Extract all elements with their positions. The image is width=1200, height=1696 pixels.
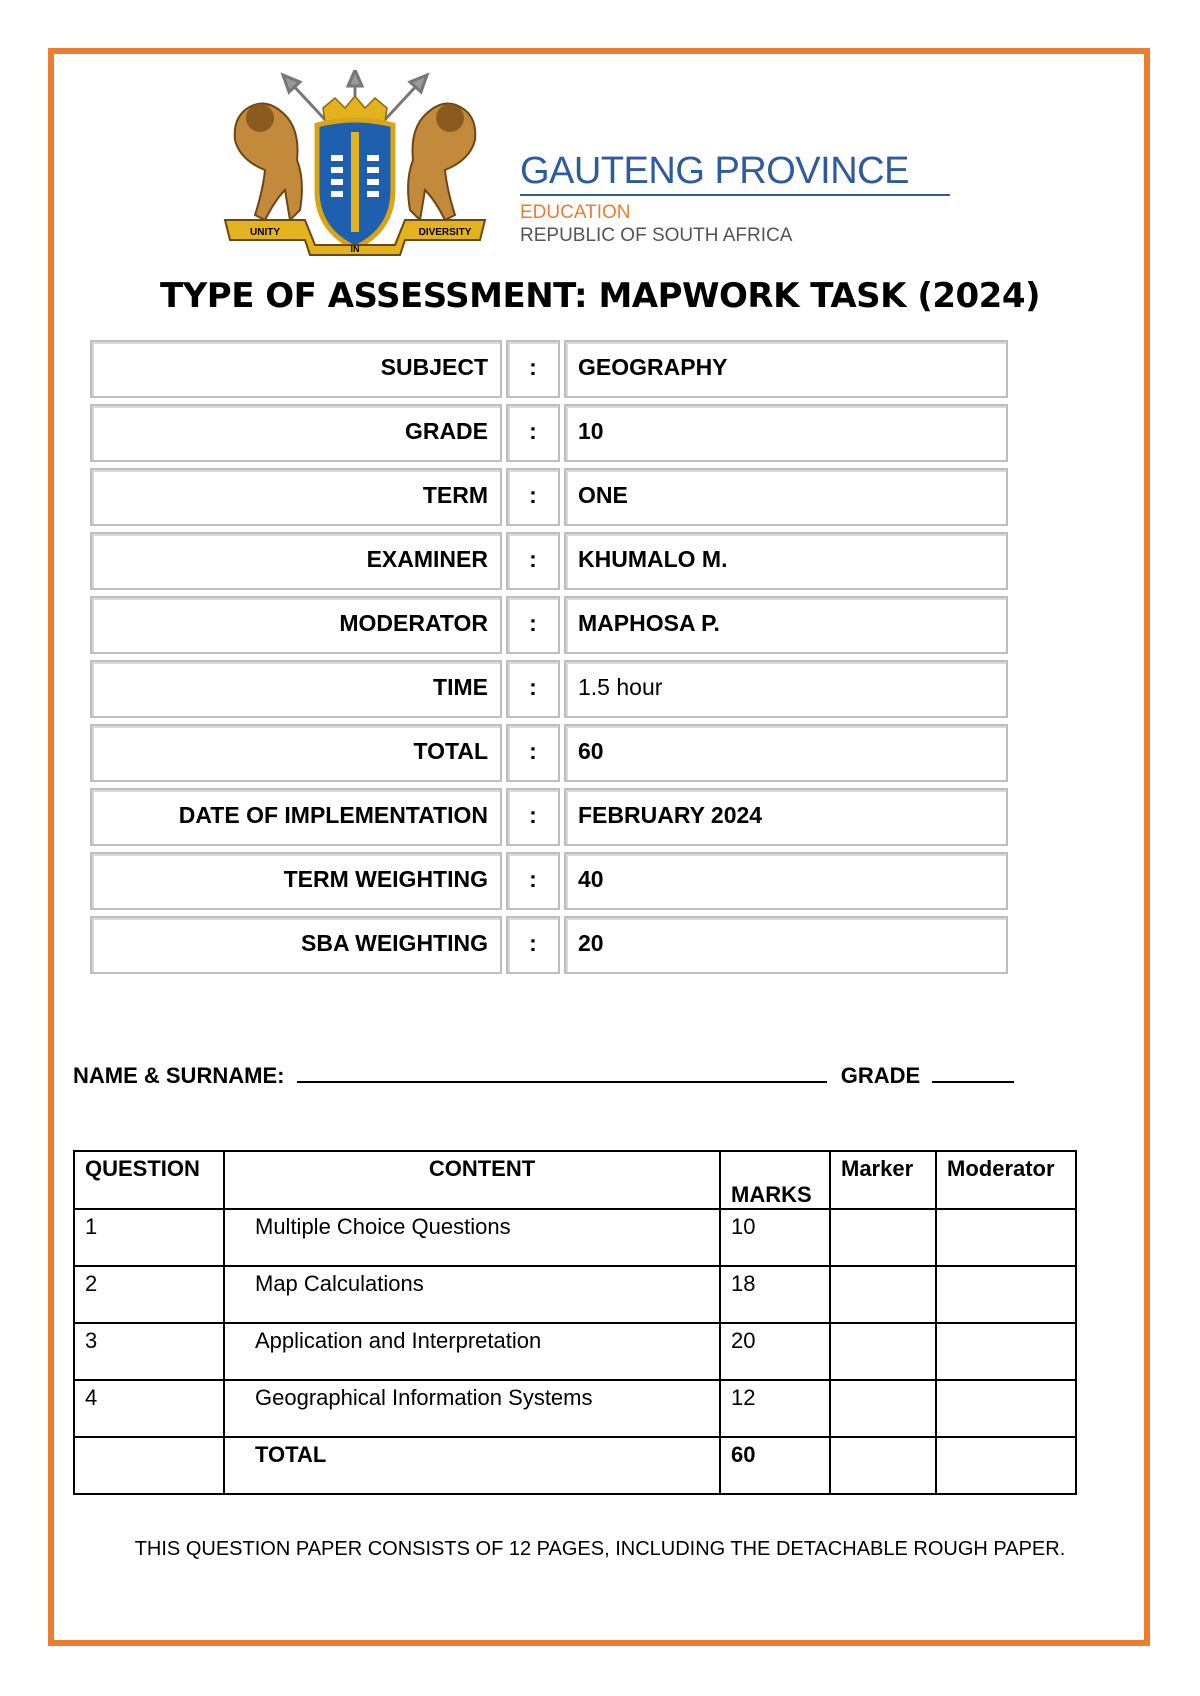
- marker-cell[interactable]: [830, 1209, 936, 1266]
- info-colon: :: [506, 916, 560, 974]
- info-label: TOTAL: [90, 724, 502, 782]
- info-label: MODERATOR: [90, 596, 502, 654]
- info-colon: :: [506, 532, 560, 590]
- info-value: 40: [564, 852, 1008, 910]
- info-label: SBA WEIGHTING: [90, 916, 502, 974]
- info-value: 1.5 hour: [564, 660, 1008, 718]
- info-value: FEBRUARY 2024: [564, 788, 1008, 846]
- info-label: TERM WEIGHTING: [90, 852, 502, 910]
- info-row-total: [90, 724, 1008, 782]
- info-colon: :: [506, 660, 560, 718]
- info-row-term: [90, 468, 1008, 526]
- info-colon: :: [506, 468, 560, 526]
- organization-block: [520, 150, 950, 248]
- motto-word-diversity: DIVERSITY: [418, 227, 472, 238]
- marks-table: [73, 1150, 1077, 1495]
- moderator-cell[interactable]: [936, 1380, 1076, 1437]
- question-number: 3: [74, 1323, 224, 1380]
- question-content: Multiple Choice Questions: [224, 1209, 720, 1266]
- department-name: EDUCATION: [520, 202, 631, 223]
- moderator-total-cell[interactable]: [936, 1437, 1076, 1494]
- info-row-term-weighting: [90, 852, 1008, 910]
- marker-cell[interactable]: [830, 1266, 936, 1323]
- info-label: TERM: [90, 468, 502, 526]
- info-value: ONE: [564, 468, 1008, 526]
- info-value: 10: [564, 404, 1008, 462]
- info-colon: :: [506, 340, 560, 398]
- student-details-line: [73, 1063, 1014, 1089]
- info-colon: :: [506, 788, 560, 846]
- question-content: Map Calculations: [224, 1266, 720, 1323]
- question-marks: 18: [720, 1266, 830, 1323]
- info-label: SUBJECT: [90, 340, 502, 398]
- assessment-title: TYPE OF ASSESSMENT: MAPWORK TASK (2024): [159, 276, 1041, 316]
- info-row-moderator: [90, 596, 1008, 654]
- coat-of-arms-logo: [205, 70, 505, 260]
- question-marks: 12: [720, 1380, 830, 1437]
- name-surname-field[interactable]: [297, 1063, 827, 1083]
- marker-total-cell[interactable]: [830, 1437, 936, 1494]
- table-row: [74, 1323, 1076, 1380]
- info-value: 60: [564, 724, 1008, 782]
- moderator-cell[interactable]: [936, 1266, 1076, 1323]
- moderator-cell[interactable]: [936, 1323, 1076, 1380]
- info-label: EXAMINER: [90, 532, 502, 590]
- header-question: QUESTION: [74, 1151, 224, 1209]
- question-content: Application and Interpretation: [224, 1323, 720, 1380]
- question-number: 4: [74, 1380, 224, 1437]
- info-label: DATE OF IMPLEMENTATION: [90, 788, 502, 846]
- info-row-grade: [90, 404, 1008, 462]
- info-colon: :: [506, 852, 560, 910]
- table-row: [74, 1266, 1076, 1323]
- question-content: Geographical Information Systems: [224, 1380, 720, 1437]
- header-content: CONTENT: [224, 1151, 720, 1209]
- header-marker: Marker: [830, 1151, 936, 1209]
- name-surname-label: NAME & SURNAME:: [73, 1063, 285, 1088]
- grade-label: GRADE: [840, 1063, 921, 1088]
- marker-cell[interactable]: [830, 1380, 936, 1437]
- info-value: MAPHOSA P.: [564, 596, 1008, 654]
- grade-field[interactable]: [932, 1063, 1014, 1083]
- marker-cell[interactable]: [830, 1323, 936, 1380]
- question-number: 2: [74, 1266, 224, 1323]
- table-row: [74, 1380, 1076, 1437]
- total-row: [74, 1437, 1076, 1494]
- info-row-date: [90, 788, 1008, 846]
- marks-header-row: [74, 1151, 1076, 1209]
- info-row-examiner: [90, 532, 1008, 590]
- info-colon: :: [506, 404, 560, 462]
- page-count-note: THIS QUESTION PAPER CONSISTS OF 12 PAGES, INCLUDING THE DETACHABLE ROUGH PAPER.: [134, 1538, 1066, 1560]
- info-row-subject: [90, 340, 1008, 398]
- question-marks: 10: [720, 1209, 830, 1266]
- info-value: KHUMALO M.: [564, 532, 1008, 590]
- organization-name: GAUTENG PROVINCE: [520, 150, 909, 192]
- info-value: GEOGRAPHY: [564, 340, 1008, 398]
- info-colon: :: [506, 596, 560, 654]
- info-value: 20: [564, 916, 1008, 974]
- info-row-time: [90, 660, 1008, 718]
- motto-word-unity: UNITY: [250, 227, 280, 238]
- question-marks: 20: [720, 1323, 830, 1380]
- total-label: TOTAL: [224, 1437, 720, 1494]
- header-marks: MARKS: [720, 1151, 830, 1209]
- info-colon: :: [506, 724, 560, 782]
- question-number: 1: [74, 1209, 224, 1266]
- assessment-info-table: [90, 340, 1008, 980]
- moderator-cell[interactable]: [936, 1209, 1076, 1266]
- info-label: GRADE: [90, 404, 502, 462]
- info-label: TIME: [90, 660, 502, 718]
- organization-underline: [520, 194, 950, 196]
- table-row: [74, 1209, 1076, 1266]
- total-question-cell: [74, 1437, 224, 1494]
- header-moderator: Moderator: [936, 1151, 1076, 1209]
- country-name: REPUBLIC OF SOUTH AFRICA: [520, 225, 793, 246]
- total-marks: 60: [720, 1437, 830, 1494]
- motto-word-in: IN: [350, 244, 360, 254]
- info-row-sba-weighting: [90, 916, 1008, 974]
